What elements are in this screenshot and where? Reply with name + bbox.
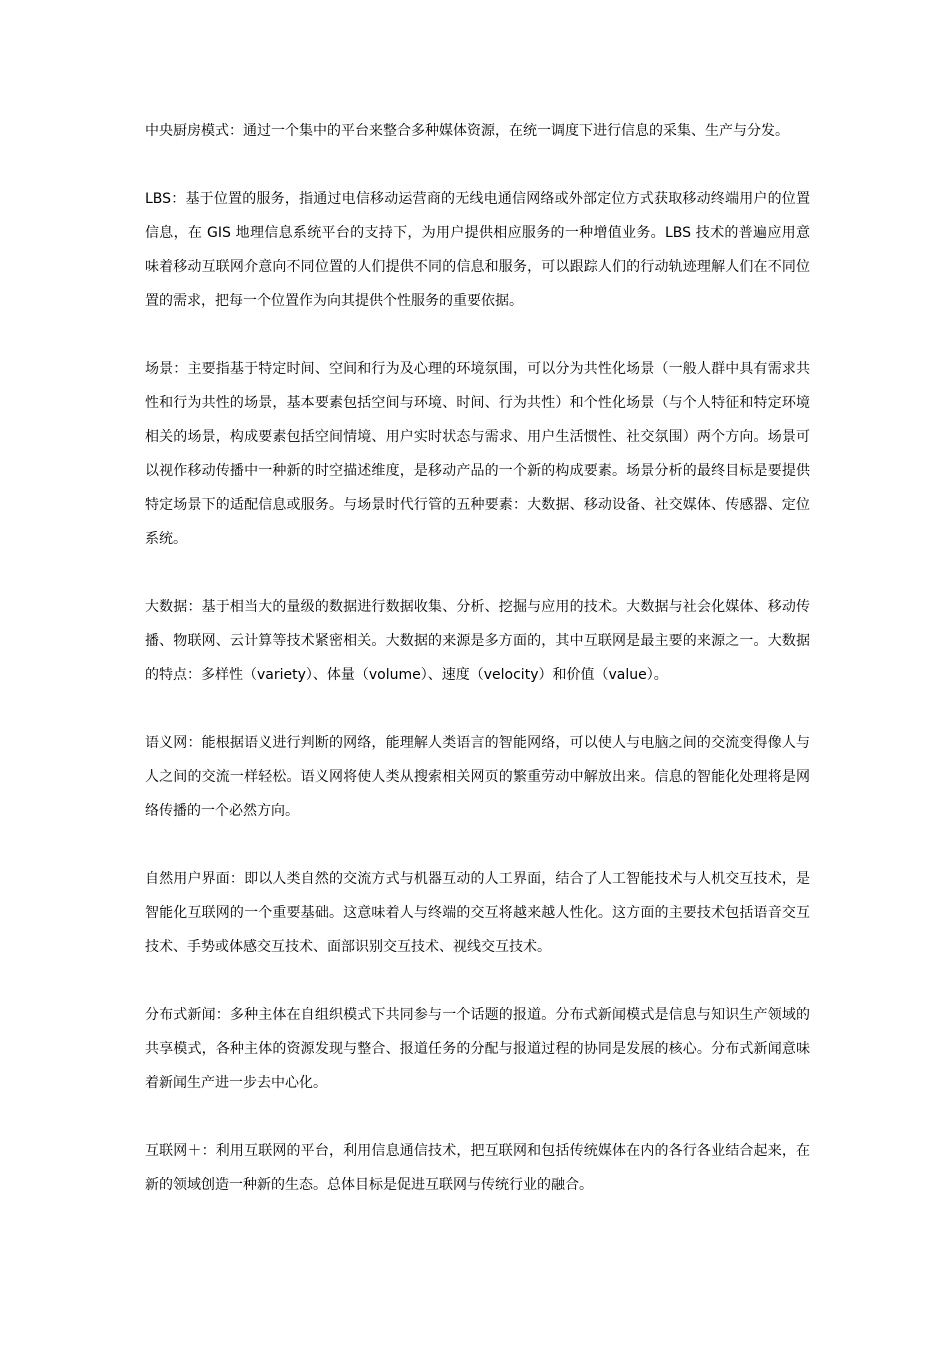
paragraph-distributed-news: 分布式新闻：多种主体在自组织模式下共同参与一个话题的报道。分布式新闻模式是信息与知识生产领域的共享模式，各种主体的资源发现与整合、报道任务的分配与报道过程的协同是发展的核心。分布式新闻意味着新闻生产进一步去中心化。	[145, 1007, 810, 1091]
paragraph-natural-user-interface: 自然用户界面：即以人类自然的交流方式与机器互动的人工界面，结合了人工智能技术与人机交互技术，是智能化互联网的一个重要基础。这意味着人与终端的交互将越来越人性化。这方面的主要技术包括语音交互技术、手势或体感交互技术、面部识别交互技术、视线交互技术。	[145, 871, 810, 955]
paragraph-scene: 场景：主要指基于特定时间、空间和行为及心理的环境氛围，可以分为共性化场景（一般人群中具有需求共性和行为共性的场景，基本要素包括空间与环境、时间、行为共性）和个性化场景（与个人特征和特定环境相关的场景，构成要素包括空间情境、用户实时状态与需求、用户生活惯性、社交氛围）两个方向。场景可以视作移动传播中一种新的时空描述维度，是移动产品的一个新的构成要素。场景分析的最终目标是要提供特定场景下的适配信息或服务。与场景时代行管的五种要素：大数据、移动设备、社交媒体、传感器、定位系统。	[145, 361, 810, 547]
paragraph-big-data: 大数据：基于相当大的量级的数据进行数据收集、分析、挖掘与应用的技术。大数据与社会化媒体、移动传播、物联网、云计算等技术紧密相关。大数据的来源是多方面的，其中互联网是最主要的来源之一。大数据的特点：多样性（variety）、体量（volume）、速度（velocity）和价值（value）。	[145, 599, 810, 683]
paragraph-central-kitchen: 中央厨房模式：通过一个集中的平台来整合多种媒体资源，在统一调度下进行信息的采集、生产与分发。	[145, 123, 789, 139]
paragraph-lbs: LBS：基于位置的服务，指通过电信移动运营商的无线电通信网络或外部定位方式获取移动终端用户的位置信息，在 GIS 地理信息系统平台的支持下，为用户提供相应服务的一种增值业务。LBS 技术的普遍应用意味着移动互联网介意向不同位置的人们提供不同的信息和服务，可以跟踪人们的行动轨迹理解人们在不同位置的需求，把每一个位置作为向其提供个性服务的重要依据。	[145, 191, 810, 309]
paragraph-semantic-web: 语义网：能根据语义进行判断的网络，能理解人类语言的智能网络，可以使人与电脑之间的交流变得像人与人之间的交流一样轻松。语义网将使人类从搜索相关网页的繁重劳动中解放出来。信息的智能化处理将是网络传播的一个必然方向。	[145, 735, 810, 819]
paragraph-internet-plus: 互联网＋：利用互联网的平台，利用信息通信技术，把互联网和包括传统媒体在内的各行各业结合起来，在新的领域创造一种新的生态。总体目标是促进互联网与传统行业的融合。	[145, 1143, 810, 1193]
document-body	[145, 114, 810, 1236]
